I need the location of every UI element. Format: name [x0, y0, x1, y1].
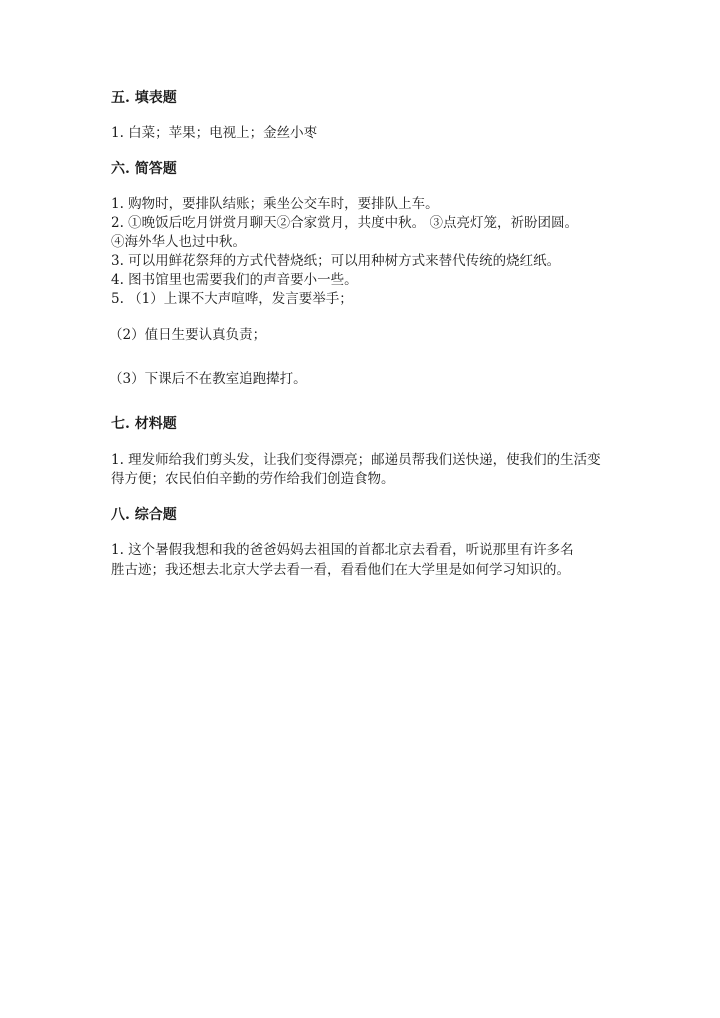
answer-line: 3. 可以用鲜花祭拜的方式代替烧纸；可以用种树方式来替代传统的烧红纸。 [111, 253, 561, 269]
answer-line: 4. 图书馆里也需要我们的声音要小一些。 [111, 272, 358, 288]
section-heading-fill-table: 五. 填表题 [111, 90, 177, 106]
section-heading-comprehensive: 八. 综合题 [111, 507, 177, 523]
section-heading-short-answer: 六. 简答题 [111, 161, 177, 177]
answer-line: ④海外华人也过中秋。 [111, 234, 246, 250]
answer-line: 5. （1）上课不大声喧哗，发言要举手； [111, 291, 353, 307]
answer-line: 1. 理发师给我们剪头发，让我们变得漂亮；邮递员帮我们送快递，使我们的生活变 [111, 452, 601, 468]
answer-line: （3）下课后不在教室追跑撵打。 [109, 371, 307, 387]
answer-line: 得方便；农民伯伯辛勤的劳作给我们创造食物。 [111, 471, 395, 487]
answer-line: （2）值日生要认真负责； [109, 327, 267, 343]
answer-line: 2. ①晚饭后吃月饼赏月聊天②合家赏月，共度中秋。 ③点亮灯笼，祈盼团圆。 [111, 215, 578, 231]
answer-line: 1. 购物时，要排队结账；乘坐公交车时，要排队上车。 [111, 196, 439, 212]
answer-line: 胜古迹；我还想去北京大学去看一看，看看他们在大学里是如何学习知识的。 [111, 562, 570, 578]
answer-line: 1. 这个暑假我想和我的爸爸妈妈去祖国的首都北京去看看，听说那里有许多名 [111, 542, 574, 558]
answer-line: 1. 白菜；苹果；电视上；金丝小枣 [111, 125, 318, 141]
section-heading-material: 七. 材料题 [111, 416, 177, 432]
